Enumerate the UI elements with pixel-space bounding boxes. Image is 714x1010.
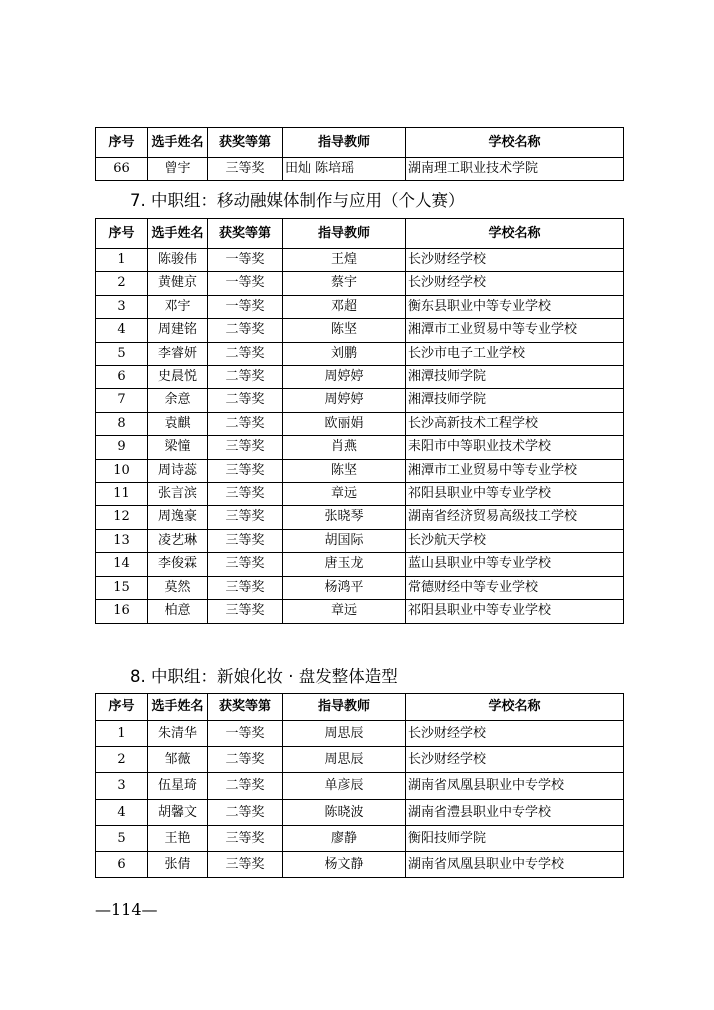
cell-teacher: 邓超: [283, 295, 406, 318]
cell-teacher: 刘鹏: [283, 342, 406, 365]
cell-name: 莫然: [148, 576, 208, 599]
header-no: 序号: [96, 128, 148, 158]
cell-teacher: 周思辰: [283, 747, 406, 773]
table-row: [96, 272, 624, 295]
cell-award: 二等奖: [208, 319, 283, 342]
cell-school: 湖南省经济贸易高级技工学校: [406, 506, 624, 529]
cell-no: 13: [96, 529, 148, 552]
cell-school: 耒阳市中等职业技术学校: [406, 436, 624, 459]
table-row: [96, 459, 624, 482]
cell-award: 三等奖: [208, 158, 283, 181]
header-teacher: 指导教师: [283, 694, 406, 721]
table-row: [96, 825, 624, 851]
cell-award: 二等奖: [208, 342, 283, 365]
cell-name: 胡馨文: [148, 799, 208, 825]
cell-no: 1: [96, 249, 148, 272]
cell-award: 二等奖: [208, 747, 283, 773]
cell-teacher: 章远: [283, 600, 406, 623]
cell-teacher: 周婷婷: [283, 389, 406, 412]
cell-award: 三等奖: [208, 825, 283, 851]
cell-name: 曾宇: [148, 158, 208, 181]
cell-no: 7: [96, 389, 148, 412]
cell-school: 湖南省凤凰县职业中专学校: [406, 773, 624, 799]
cell-no: 14: [96, 553, 148, 576]
cell-name: 余意: [148, 389, 208, 412]
cell-name: 陈骏伟: [148, 249, 208, 272]
cell-school: 祁阳县职业中等专业学校: [406, 600, 624, 623]
cell-award: 三等奖: [208, 459, 283, 482]
cell-no: 2: [96, 272, 148, 295]
table-header-row: [96, 694, 624, 721]
cell-no: 3: [96, 295, 148, 318]
cell-teacher: 陈坚: [283, 319, 406, 342]
cell-no: 6: [96, 366, 148, 389]
table-row: [96, 576, 624, 599]
cell-school: 湘潭市工业贸易中等专业学校: [406, 319, 624, 342]
table-row: [96, 852, 624, 878]
cell-award: 二等奖: [208, 773, 283, 799]
cell-school: 湘潭技师学院: [406, 389, 624, 412]
cell-school: 湘潭市工业贸易中等专业学校: [406, 459, 624, 482]
cell-school: 湘潭技师学院: [406, 366, 624, 389]
table-row: [96, 158, 624, 181]
cell-no: 66: [96, 158, 148, 181]
cell-name: 王艳: [148, 825, 208, 851]
section-8-title: 8. 中职组：新娘化妆 · 盘发整体造型: [130, 667, 398, 686]
cell-school: 湖南省凤凰县职业中专学校: [406, 852, 624, 878]
cell-name: 朱清华: [148, 721, 208, 747]
cell-school: 蓝山县职业中等专业学校: [406, 553, 624, 576]
table-row: [96, 721, 624, 747]
cell-school: 衡东县职业中等专业学校: [406, 295, 624, 318]
cell-award: 一等奖: [208, 721, 283, 747]
cell-teacher: 陈坚: [283, 459, 406, 482]
table-row: [96, 799, 624, 825]
cell-school: 衡阳技师学院: [406, 825, 624, 851]
cell-name: 柏意: [148, 600, 208, 623]
cell-name: 黄健京: [148, 272, 208, 295]
cell-teacher: 肖燕: [283, 436, 406, 459]
table-row: [96, 249, 624, 272]
cell-school: 长沙财经学校: [406, 249, 624, 272]
cell-teacher: 杨文静: [283, 852, 406, 878]
cell-name: 袁麒: [148, 412, 208, 435]
cell-school: 长沙市电子工业学校: [406, 342, 624, 365]
cell-school: 长沙财经学校: [406, 272, 624, 295]
header-no: 序号: [96, 694, 148, 721]
cell-no: 11: [96, 483, 148, 506]
cell-school: 长沙财经学校: [406, 721, 624, 747]
cell-school: 湖南省澧县职业中专学校: [406, 799, 624, 825]
cell-award: 二等奖: [208, 366, 283, 389]
table-row: [96, 773, 624, 799]
cell-teacher: 张晓琴: [283, 506, 406, 529]
cell-award: 二等奖: [208, 799, 283, 825]
cell-no: 4: [96, 319, 148, 342]
table-row: [96, 436, 624, 459]
table-row: [96, 529, 624, 552]
table-row: [96, 553, 624, 576]
cell-teacher: 杨鸿平: [283, 576, 406, 599]
cell-school: 长沙财经学校: [406, 747, 624, 773]
cell-name: 梁憧: [148, 436, 208, 459]
cell-no: 8: [96, 412, 148, 435]
cell-school: 祁阳县职业中等专业学校: [406, 483, 624, 506]
cell-award: 三等奖: [208, 576, 283, 599]
cell-award: 一等奖: [208, 272, 283, 295]
table-row: [96, 506, 624, 529]
table-header-row: [96, 128, 624, 158]
cell-award: 一等奖: [208, 249, 283, 272]
table-row: [96, 412, 624, 435]
cell-no: 15: [96, 576, 148, 599]
header-school: 学校名称: [406, 128, 624, 158]
cell-no: 5: [96, 342, 148, 365]
header-teacher: 指导教师: [283, 128, 406, 158]
header-name: 选手姓名: [148, 128, 208, 158]
cell-name: 凌艺琳: [148, 529, 208, 552]
table-row: [96, 319, 624, 342]
header-name: 选手姓名: [148, 694, 208, 721]
header-school: 学校名称: [406, 219, 624, 249]
cell-award: 三等奖: [208, 553, 283, 576]
cell-school: 常德财经中等专业学校: [406, 576, 624, 599]
cell-teacher: 田灿 陈培瑶: [283, 158, 406, 181]
cell-teacher: 欧丽娟: [283, 412, 406, 435]
cell-no: 10: [96, 459, 148, 482]
table-row: [96, 389, 624, 412]
cell-no: 5: [96, 825, 148, 851]
results-table-section-8: [95, 693, 624, 878]
cell-no: 9: [96, 436, 148, 459]
table-row: [96, 342, 624, 365]
header-no: 序号: [96, 219, 148, 249]
cell-teacher: 王煌: [283, 249, 406, 272]
section-7-title: 7. 中职组：移动融媒体制作与应用（个人赛）: [130, 191, 465, 210]
header-teacher: 指导教师: [283, 219, 406, 249]
cell-teacher: 周思辰: [283, 721, 406, 747]
cell-no: 1: [96, 721, 148, 747]
cell-teacher: 章远: [283, 483, 406, 506]
table-row: [96, 747, 624, 773]
cell-award: 三等奖: [208, 600, 283, 623]
cell-teacher: 单彦辰: [283, 773, 406, 799]
header-school: 学校名称: [406, 694, 624, 721]
cell-award: 三等奖: [208, 852, 283, 878]
header-award: 获奖等第: [208, 219, 283, 249]
cell-name: 李睿妍: [148, 342, 208, 365]
cell-school: 湖南理工职业技术学院: [406, 158, 624, 181]
table-header-row: [96, 219, 624, 249]
cell-no: 6: [96, 852, 148, 878]
table-row: [96, 483, 624, 506]
table-row: [96, 366, 624, 389]
cell-teacher: 周婷婷: [283, 366, 406, 389]
cell-award: 二等奖: [208, 412, 283, 435]
cell-teacher: 唐玉龙: [283, 553, 406, 576]
cell-name: 张倩: [148, 852, 208, 878]
cell-no: 3: [96, 773, 148, 799]
header-award: 获奖等第: [208, 694, 283, 721]
cell-name: 伍星琦: [148, 773, 208, 799]
results-table-section-7: [95, 218, 624, 624]
cell-teacher: 蔡宇: [283, 272, 406, 295]
cell-no: 2: [96, 747, 148, 773]
cell-school: 长沙高新技术工程学校: [406, 412, 624, 435]
cell-name: 周诗蕊: [148, 459, 208, 482]
header-name: 选手姓名: [148, 219, 208, 249]
cell-school: 长沙航天学校: [406, 529, 624, 552]
cell-name: 周建铭: [148, 319, 208, 342]
cell-teacher: 胡国际: [283, 529, 406, 552]
cell-name: 史晨悦: [148, 366, 208, 389]
cell-award: 三等奖: [208, 436, 283, 459]
cell-no: 4: [96, 799, 148, 825]
cell-name: 李俊霖: [148, 553, 208, 576]
cell-award: 三等奖: [208, 506, 283, 529]
cell-no: 16: [96, 600, 148, 623]
cell-award: 二等奖: [208, 389, 283, 412]
cell-name: 周逸豪: [148, 506, 208, 529]
cell-award: 三等奖: [208, 529, 283, 552]
cell-award: 一等奖: [208, 295, 283, 318]
cell-teacher: 陈晓波: [283, 799, 406, 825]
cell-name: 邹薇: [148, 747, 208, 773]
cell-no: 12: [96, 506, 148, 529]
cell-teacher: 廖静: [283, 825, 406, 851]
table-row: [96, 600, 624, 623]
table-row: [96, 295, 624, 318]
cell-name: 邓宇: [148, 295, 208, 318]
cell-award: 三等奖: [208, 483, 283, 506]
cell-name: 张言滨: [148, 483, 208, 506]
results-table-continued: [95, 127, 624, 181]
header-award: 获奖等第: [208, 128, 283, 158]
page-number: —114—: [95, 900, 158, 919]
